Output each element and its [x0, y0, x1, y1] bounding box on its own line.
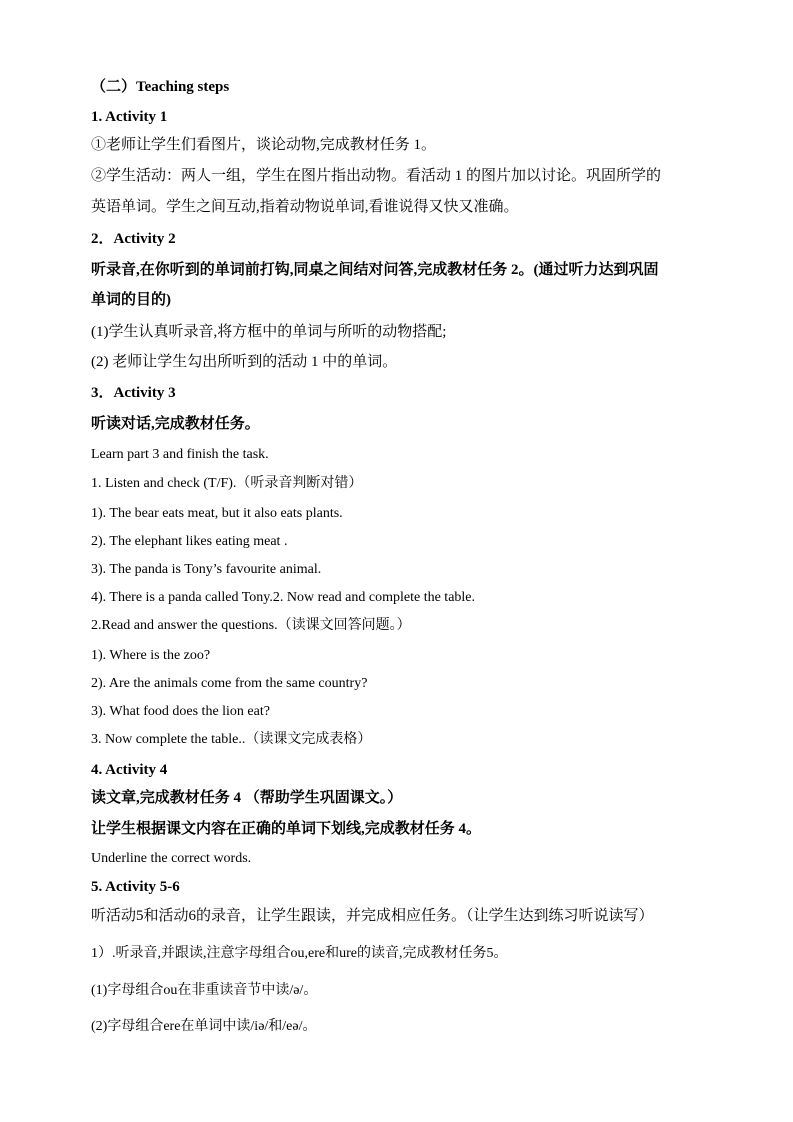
activity-1-heading: 1. Activity 1 — [91, 109, 168, 125]
paragraph: 4). There is a panda called Tony.2. Now read and complete the table. — [91, 590, 476, 605]
paragraph-bold: 单词的目的) — [91, 292, 171, 308]
paragraph: 1）.听录音,并跟读,注意字母组合ou,ere和ure的读音,完成教材任务5。 — [91, 946, 508, 961]
paragraph: (2)字母组合ere在单词中读/iə/和/eə/。 — [91, 1019, 317, 1034]
paragraph: (1)学生认真听录音,将方框中的单词与所听的动物搭配; — [91, 324, 447, 340]
paragraph: 英语单词。学生之间互动,指着动物说单词,看谁说得又快又准确。 — [91, 199, 519, 215]
paragraph: Underline the correct words. — [91, 851, 252, 866]
paragraph: ①老师让学生们看图片，谈论动物,完成教材任务 1。 — [91, 137, 437, 153]
paragraph: ②学生活动：两人一组，学生在图片指出动物。看活动 1 的图片加以讨论。巩固所学的 — [91, 168, 662, 184]
paragraph: Learn part 3 and finish the task. — [91, 447, 269, 462]
paragraph-bold: 读文章,完成教材任务 4 （帮助学生巩固课文。） — [91, 790, 403, 806]
paragraph: 听活动5和活动6的录音，让学生跟读，并完成相应任务。（让学生达到练习听说读写） — [91, 908, 654, 924]
activity-2-heading: 2．Activity 2 — [91, 231, 176, 247]
activity-4-heading: 4. Activity 4 — [91, 762, 168, 778]
paragraph-bold: 让学生根据课文内容在正确的单词下划线,完成教材任务 4。 — [91, 821, 482, 837]
paragraph: 1. Listen and check (T/F).（听录音判断对错） — [91, 476, 363, 491]
paragraph: 3). What food does the lion eat? — [91, 704, 270, 719]
paragraph: 3). The panda is Tony’s favourite animal. — [91, 562, 322, 577]
paragraph: 2.Read and answer the questions.（读课文回答问题。） — [91, 618, 411, 633]
paragraph: 2). The elephant likes eating meat . — [91, 534, 288, 549]
paragraph: (2) 老师让学生勾出所听到的活动 1 中的单词。 — [91, 354, 398, 370]
paragraph: 3. Now complete the table..（读课文完成表格） — [91, 732, 372, 747]
paragraph: (1)字母组合ou在非重读音节中读/ə/。 — [91, 983, 318, 998]
activity-5-6-heading: 5. Activity 5-6 — [91, 879, 180, 895]
paragraph-bold: 听录音,在你听到的单词前打钩,同桌之间结对问答,完成教材任务 2。(通过听力达到巩固 — [91, 262, 659, 278]
paragraph: 1). The bear eats meat, but it also eats plants. — [91, 506, 343, 521]
activity-3-heading: 3．Activity 3 — [91, 385, 176, 401]
paragraph-bold: 听读对话,完成教材任务。 — [91, 416, 260, 432]
section-heading: （二）Teaching steps — [91, 79, 230, 95]
paragraph: 1). Where is the zoo? — [91, 648, 211, 663]
paragraph: 2). Are the animals come from the same country? — [91, 676, 368, 691]
